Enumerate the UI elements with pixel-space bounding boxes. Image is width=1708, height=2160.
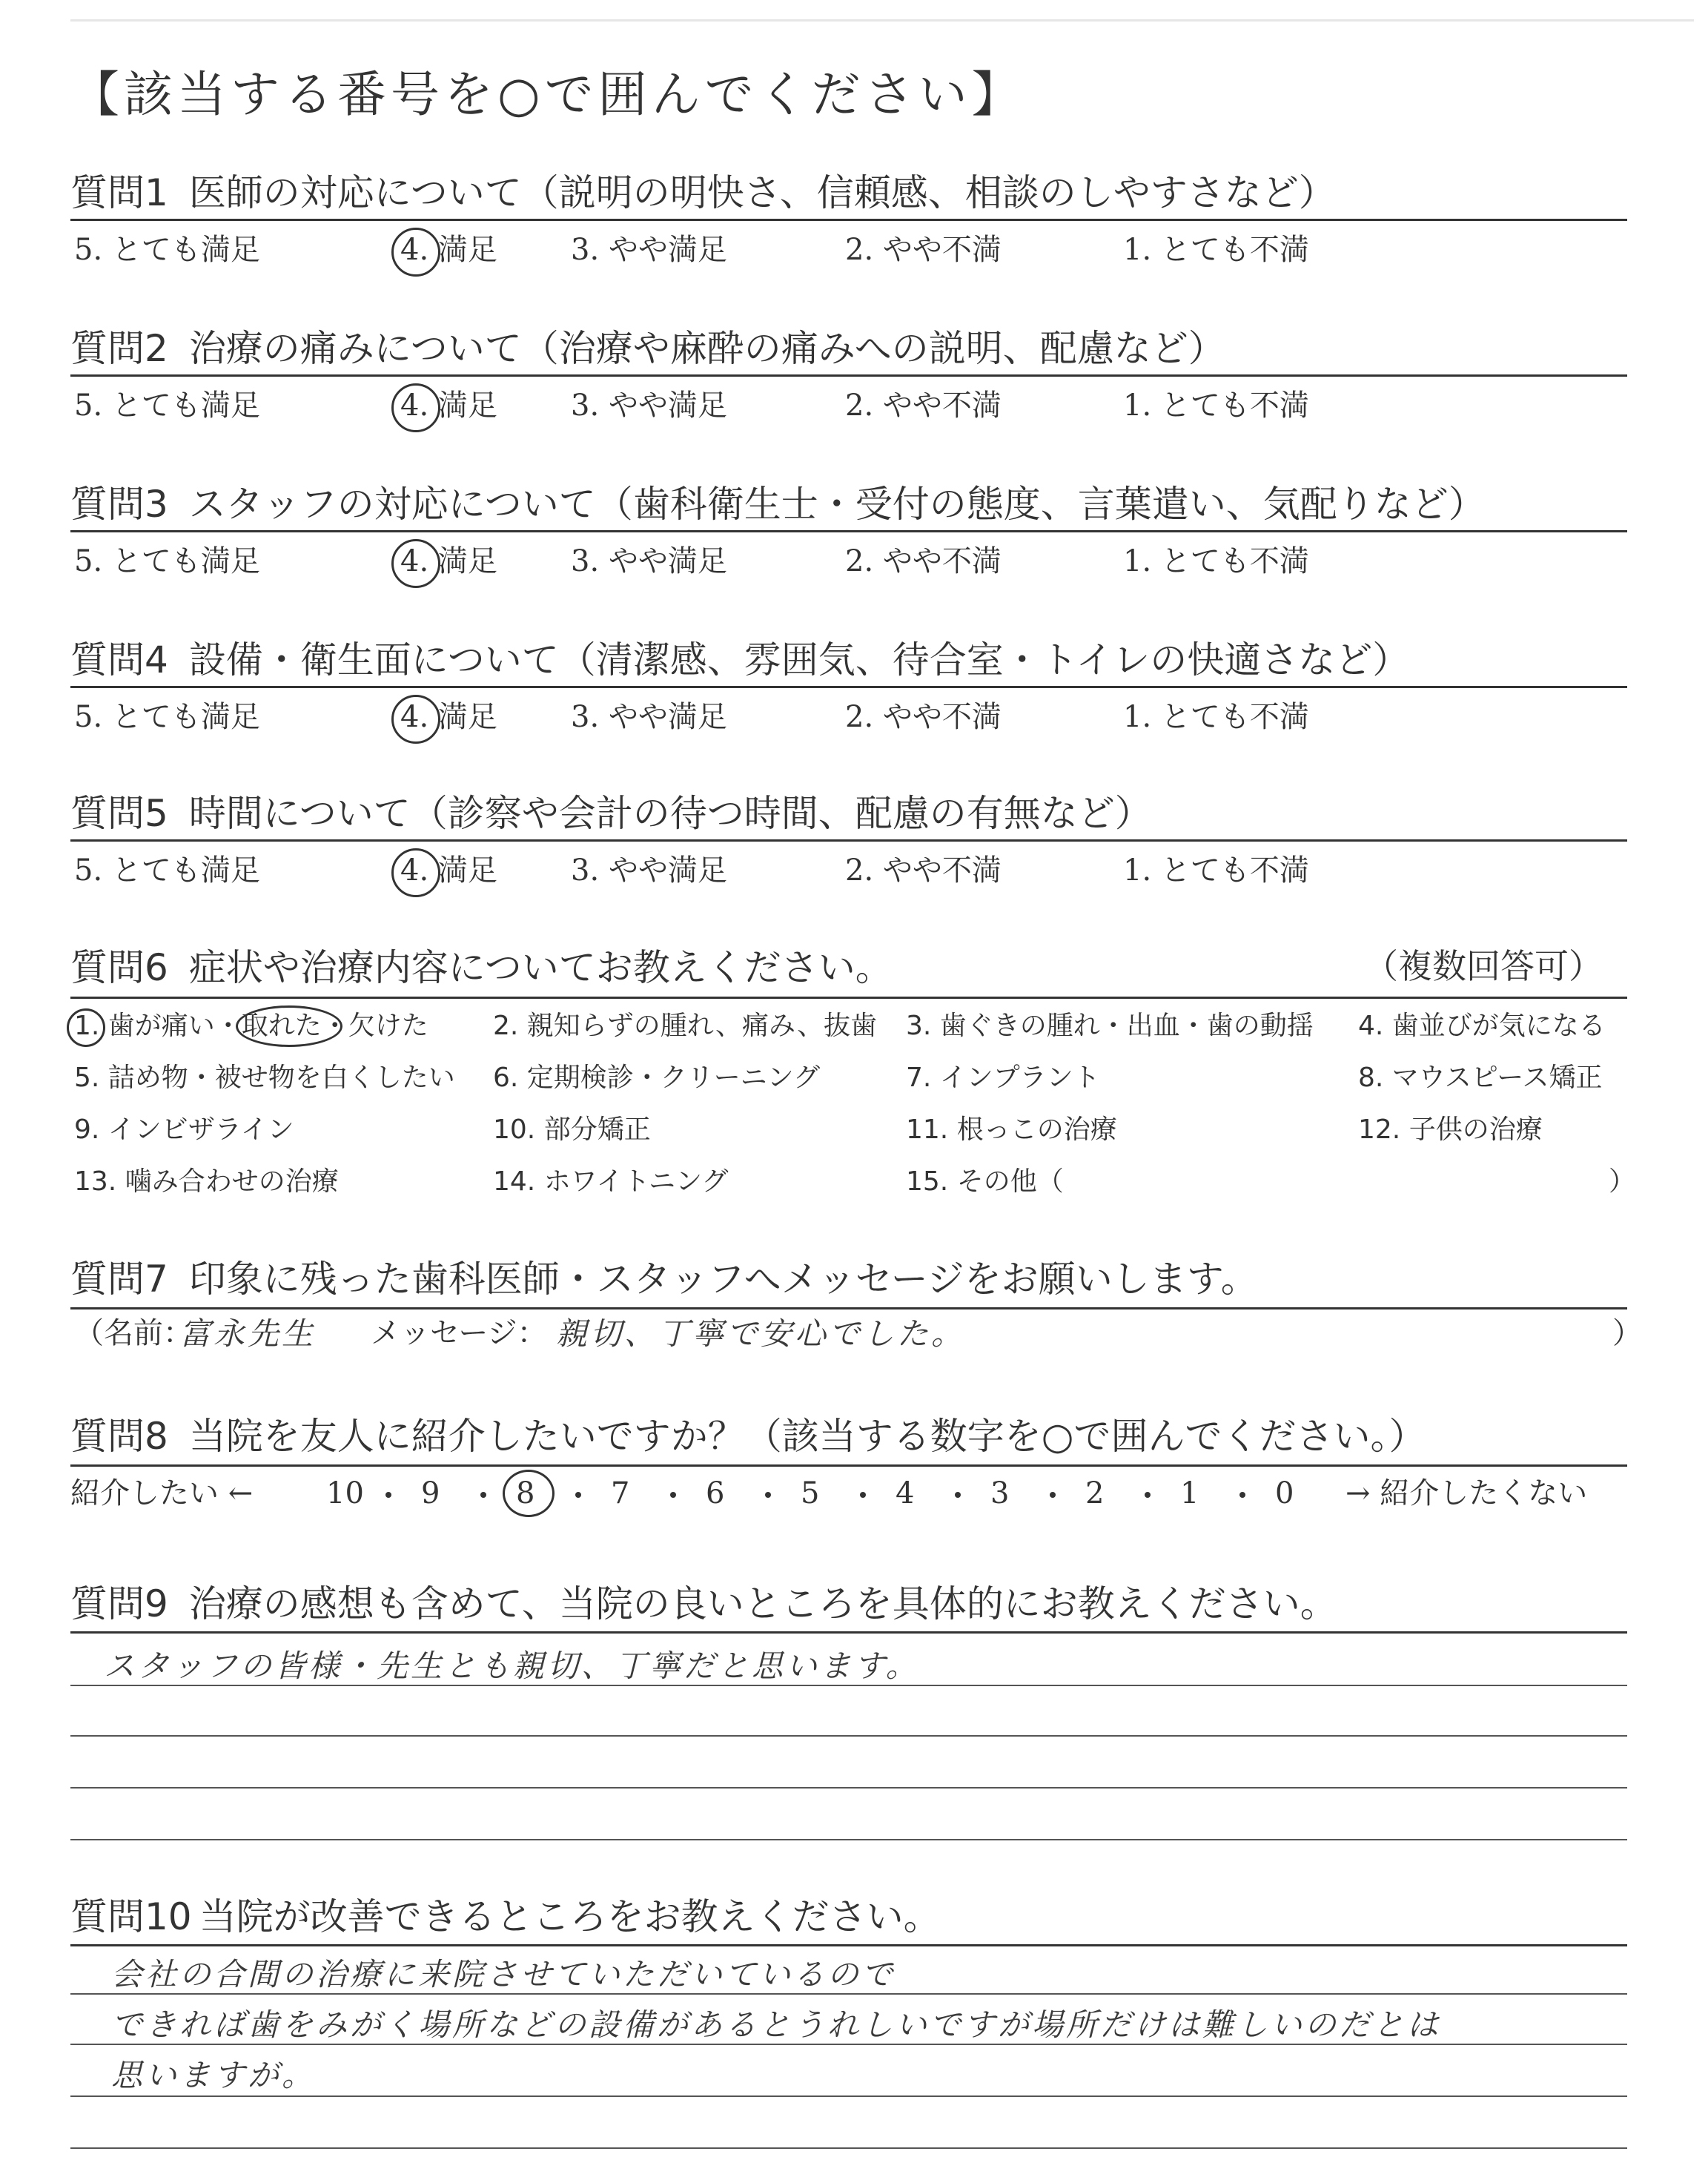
q3-option[interactable]: 1. とても不満 [1123, 544, 1309, 578]
q6-option[interactable]: 12. 子供の治療 [1358, 1114, 1543, 1145]
q8-scale-value[interactable]: 7 [611, 1476, 630, 1510]
q9-line [70, 1839, 1627, 1840]
q6-option[interactable]: 14. ホワイトニング [493, 1166, 729, 1197]
q8-scale-value[interactable]: 1 [1180, 1476, 1199, 1510]
q1-option[interactable]: 5. とても満足 [74, 233, 260, 267]
q4-option[interactable]: 4. 満足 [400, 700, 497, 734]
q8-number: 質問8 [70, 1415, 168, 1458]
q8-scale-value[interactable]: 3 [990, 1476, 1010, 1510]
q8-scale-dot [575, 1492, 581, 1498]
q2-text: 治療の痛みについて（治療や麻酔の痛みへの説明、配慮など） [188, 327, 1225, 370]
q8-scale-dot [860, 1492, 866, 1498]
q2-number: 質問2 [70, 327, 168, 370]
q7-rule [70, 1307, 1627, 1309]
q5-option[interactable]: 5. とても満足 [74, 853, 260, 888]
q4-option[interactable]: 5. とても満足 [74, 700, 260, 734]
q9-answer: スタッフの皆様・先生とも親切、丁寧だと思います。 [104, 1648, 920, 1684]
q3-selected-circle [391, 539, 440, 588]
q1-selected-circle [391, 228, 440, 277]
q5-number: 質問5 [70, 792, 168, 835]
q10-heading [70, 1895, 941, 1938]
q8-scale-dot [670, 1492, 676, 1498]
q7-text: 印象に残った歯科医師・スタッフへメッセージをお願いします。 [188, 1258, 1258, 1301]
q1-text: 医師の対応について（説明の明快さ、信頼感、相談のしやすさなど） [188, 171, 1336, 214]
q3-heading [70, 483, 1486, 526]
q1-option[interactable]: 3. やや満足 [571, 233, 727, 267]
q6-option[interactable]: 7. インプラント [906, 1063, 1100, 1093]
q2-option[interactable]: 3. やや満足 [571, 389, 727, 423]
q7-number: 質問7 [70, 1258, 168, 1301]
q2-option[interactable]: 1. とても不満 [1123, 389, 1309, 423]
q10-text: 当院が改善できるところをお教えください。 [199, 1895, 941, 1938]
q6-option[interactable]: 5. 詰め物・被せ物を白くしたい [74, 1063, 455, 1093]
q5-heading [70, 792, 1152, 835]
q4-text: 設備・衛生面について（清潔感、雰囲気、待合室・トイレの快適さなど） [188, 638, 1410, 681]
q1-option[interactable]: 1. とても不満 [1123, 233, 1309, 267]
q8-scale-value[interactable]: 9 [421, 1476, 440, 1510]
q1-rule [70, 219, 1627, 221]
q3-option[interactable]: 5. とても満足 [74, 544, 260, 578]
q6-option[interactable]: 4. 歯並びが気になる [1358, 1011, 1606, 1041]
q2-option[interactable]: 2. やや不満 [845, 389, 1002, 423]
q9-rule [70, 1631, 1627, 1634]
q6-selected-circle [67, 1008, 105, 1047]
q4-option[interactable]: 3. やや満足 [571, 700, 727, 734]
q8-right-label: → 紹介したくない [1345, 1476, 1588, 1510]
q2-heading [70, 327, 1225, 370]
q7-heading [70, 1258, 1258, 1301]
q4-selected-circle [391, 695, 440, 744]
q3-rule [70, 530, 1627, 532]
q2-option[interactable]: 5. とても満足 [74, 389, 260, 423]
q6-text: 症状や治療内容についてお教えください。 [188, 946, 893, 989]
q1-number: 質問1 [70, 171, 168, 214]
q5-text: 時間について（診察や会計の待つ時間、配慮の有無など） [188, 792, 1152, 835]
q7-message-value: 親切、丁寧で安心でした。 [556, 1315, 966, 1352]
q7-name-value: 富永先生 [179, 1315, 317, 1352]
q8-scale-dot [385, 1492, 391, 1498]
q8-scale-dot [1050, 1492, 1056, 1498]
q8-scale-value[interactable]: 2 [1085, 1476, 1105, 1510]
q9-line [70, 1735, 1627, 1737]
q10-answer-line: 思いますが。 [111, 2057, 317, 2093]
q9-text: 治療の感想も含めて、当院の良いところを具体的にお教えください。 [188, 1582, 1337, 1625]
q8-scale-dot [1145, 1492, 1151, 1498]
q6-option[interactable]: 13. 噛み合わせの治療 [74, 1166, 339, 1197]
page-title: 【該当する番号を○で囲んでください】 [70, 66, 1025, 123]
q10-line [70, 2044, 1627, 2045]
q8-scale-value[interactable]: 0 [1275, 1476, 1294, 1510]
q6-option[interactable]: 3. 歯ぐきの腫れ・出血・歯の動揺 [906, 1011, 1314, 1041]
q6-other-close-paren: ） [1609, 1166, 1636, 1197]
q10-line [70, 1993, 1627, 1995]
q10-line [70, 2095, 1627, 2097]
q8-left-label: 紹介したい ← [70, 1476, 254, 1510]
q3-text: スタッフの対応について（歯科衛生士・受付の態度、言葉遣い、気配りなど） [188, 483, 1486, 526]
q4-option[interactable]: 2. やや不満 [845, 700, 1002, 734]
q5-option[interactable]: 4. 満足 [400, 853, 497, 888]
q6-selected-circle-secondary [236, 1005, 342, 1047]
q4-option[interactable]: 1. とても不満 [1123, 700, 1309, 734]
q6-option[interactable]: 8. マウスピース矯正 [1358, 1063, 1603, 1093]
q3-option[interactable]: 3. やや満足 [571, 544, 727, 578]
q7-name-label: （名前： [74, 1316, 193, 1350]
q10-line [70, 2147, 1627, 2149]
q5-option[interactable]: 3. やや満足 [571, 853, 727, 888]
q8-scale-value[interactable]: 4 [896, 1476, 915, 1510]
q6-rule [70, 997, 1627, 999]
q6-option[interactable]: 15. その他（ [906, 1166, 1064, 1197]
q8-selected-circle [503, 1470, 555, 1517]
q9-line [70, 1685, 1627, 1686]
q8-scale-value[interactable]: 10 [326, 1476, 364, 1510]
q6-option[interactable]: 11. 根っこの治療 [906, 1114, 1117, 1145]
q1-option[interactable]: 2. やや不満 [845, 233, 1002, 267]
q6-option[interactable]: 2. 親知らずの腫れ、痛み、抜歯 [493, 1011, 878, 1041]
q2-option[interactable]: 4. 満足 [400, 389, 497, 423]
q5-option[interactable]: 1. とても不満 [1123, 853, 1309, 888]
q8-scale-dot [765, 1492, 771, 1498]
q5-rule [70, 839, 1627, 842]
q6-option[interactable]: 9. インビザライン [74, 1114, 294, 1145]
q3-option[interactable]: 2. やや不満 [845, 544, 1002, 578]
q4-number: 質問4 [70, 638, 168, 681]
q6-heading [70, 946, 893, 989]
q3-option[interactable]: 4. 満足 [400, 544, 497, 578]
q6-option[interactable]: 1. 歯が痛い・取れた・欠けた [74, 1011, 428, 1041]
q8-scale-value[interactable]: 6 [706, 1476, 725, 1510]
q6-option[interactable]: 6. 定期検診・クリーニング [493, 1063, 821, 1093]
q6-option[interactable]: 10. 部分矯正 [493, 1114, 651, 1145]
q8-scale-dot [1239, 1492, 1245, 1498]
q6-multi-note: （複数回答可） [1364, 946, 1603, 986]
q9-line [70, 1787, 1627, 1789]
q9-number: 質問9 [70, 1582, 168, 1625]
q10-answer-line: できれば歯をみがく場所などの設備があるとうれしいですが場所だけは難しいのだとは [111, 2007, 1442, 2043]
scan-top-edge [70, 19, 1694, 22]
q2-rule [70, 374, 1627, 377]
q8-scale-value[interactable]: 8 [516, 1476, 535, 1510]
q3-number: 質問3 [70, 483, 168, 526]
q10-answer-line: 会社の合間の治療に来院させていただいているので [111, 1956, 896, 1992]
q7-close-paren: ） [1612, 1316, 1642, 1350]
q10-number: 質問10 [70, 1895, 192, 1938]
q7-message-label: メッセージ： [371, 1316, 547, 1350]
q1-heading [70, 171, 1336, 214]
q8-scale-dot [955, 1492, 961, 1498]
q4-heading [70, 638, 1410, 681]
q2-selected-circle [391, 383, 440, 432]
q8-heading [70, 1415, 1426, 1458]
q8-rule [70, 1464, 1627, 1467]
q4-rule [70, 686, 1627, 688]
q10-rule [70, 1944, 1627, 1946]
q5-option[interactable]: 2. やや不満 [845, 853, 1002, 888]
q9-heading [70, 1582, 1337, 1625]
q8-text: 当院を友人に紹介したいですか？（該当する数字を○で囲んでください。） [188, 1415, 1426, 1458]
q8-scale-dot [480, 1492, 486, 1498]
q5-selected-circle [391, 848, 440, 897]
q1-option[interactable]: 4. 満足 [400, 233, 497, 267]
q8-scale-value[interactable]: 5 [801, 1476, 820, 1510]
q6-number: 質問6 [70, 946, 168, 989]
